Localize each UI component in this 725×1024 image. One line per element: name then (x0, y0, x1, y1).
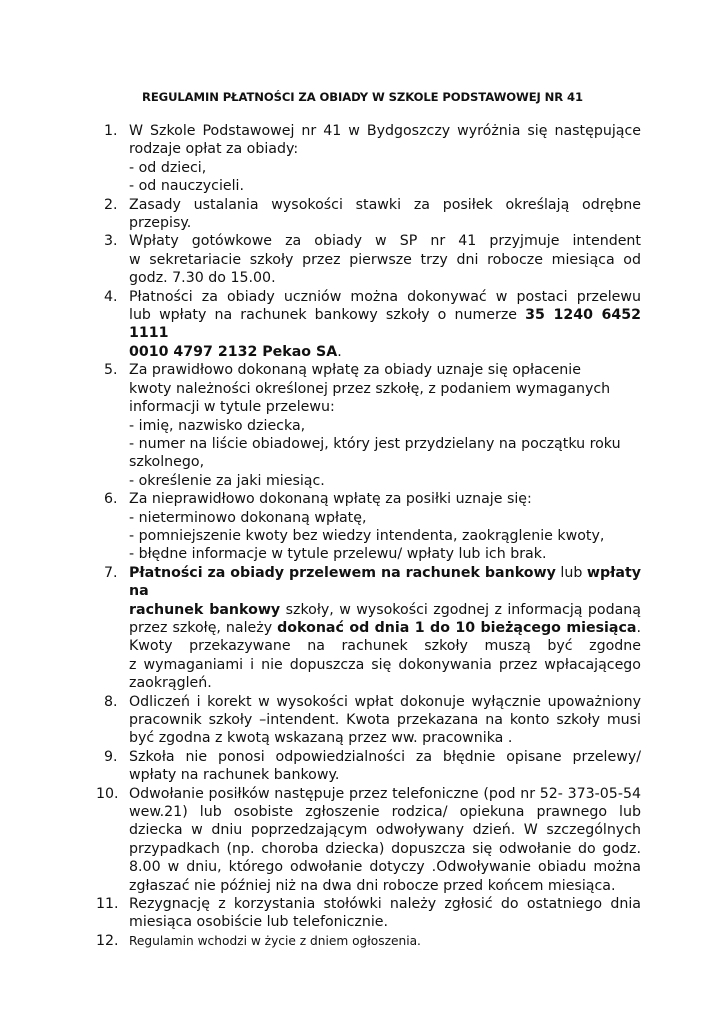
item-line: - imię, nazwisko dziecka, (129, 417, 306, 434)
bold-text: rachunek bankowy (129, 601, 281, 618)
item-number: 8. (104, 693, 118, 710)
item-line: informacji w tytule przelewu: (129, 399, 335, 416)
item-line: wpłaty na rachunek bankowy. (129, 767, 340, 784)
document-title: REGULAMIN PŁATNOŚCI ZA OBIADY W SZKOLE PODSTAWOWEJ NR 41 (142, 90, 583, 104)
item-line: zaokrągleń. (129, 675, 212, 692)
item-line: - pomniejszenie kwoty bez wiedzy intendenta, zaokrąglenie kwoty, (129, 527, 605, 544)
item-number: 5. (104, 362, 118, 379)
item-line: - błędne informacje w tytule przelewu/ wpłaty lub ich brak. (129, 546, 547, 563)
item-line: Za prawidłowo dokonaną wpłatę za obiady uznaje się opłacenie (129, 362, 581, 379)
item-line: W Szkole Podstawowej nr 41 w Bydgoszczy wyróżnia się następujące (129, 123, 641, 139)
item-line: dziecka w dniu poprzedzającym odwoływany dzień. W szczególnych (129, 822, 641, 839)
list-item (96, 361, 641, 490)
item-number: 1. (104, 123, 118, 139)
item-line (129, 306, 641, 343)
item-line: przypadkach (np. choroba dziecka) dopuszcza się odwołanie do godz. (129, 840, 641, 857)
list-item (96, 895, 641, 932)
list-item (96, 490, 641, 564)
item-text: . (636, 619, 641, 636)
item-number: 6. (104, 491, 118, 508)
list-item (96, 785, 641, 895)
bold-text: dokonać od dnia 1 do 10 bieżącego miesiąca (277, 619, 637, 636)
item-line: Odliczeń i korekt w wysokości wpłat dokonuje wyłącznie upoważniony (129, 693, 641, 710)
list-item (96, 564, 641, 693)
item-number: 7. (104, 564, 118, 581)
list-item (96, 748, 641, 785)
item-line: - określenie za jaki miesiąc. (129, 472, 325, 489)
item-line (129, 343, 641, 361)
item-line: zgłaszać nie później niż na dwa dni robocze przed końcem miesiąca. (129, 877, 616, 894)
list-item (96, 932, 641, 950)
item-text: szkoły, w wysokości zgodnej z informacją podaną (280, 601, 641, 618)
item-line: Regulamin wchodzi w życie z dniem ogłoszenia. (129, 933, 421, 948)
item-text: przez szkołę, należy (129, 619, 278, 636)
item-number: 11. (96, 896, 119, 913)
bank-account-part-1: 35 1240 6452 1111 (129, 307, 641, 342)
item-line: Zasady ustalania wysokości stawki za posiłek określają odrębne (129, 196, 641, 213)
item-punctuation: . (337, 343, 342, 360)
item-line: wew.21) lub osobiste zgłoszenie rodzica/ opiekuna prawnego lub (129, 804, 641, 821)
item-number: 4. (104, 288, 118, 305)
list-item (96, 288, 641, 362)
item-line: godz. 7.30 do 15.00. (129, 270, 276, 287)
regulations-list (96, 122, 641, 950)
item-line (129, 619, 641, 637)
item-line: Płatności za obiady uczniów można dokonywać w postaci przelewu (129, 288, 641, 305)
item-line: Wpłaty gotówkowe za obiady w SP nr 41 przyjmuje intendent (129, 233, 641, 250)
bank-account-part-2: 0010 4797 2132 Pekao SA (129, 343, 338, 360)
list-item (96, 693, 641, 748)
item-line: Rezygnację z korzystania stołówki należy zgłosić do ostatniego dnia (129, 896, 641, 913)
item-number: 12. (96, 932, 119, 949)
item-line: kwoty należności określonej przez szkołę, z podaniem wymaganych (129, 380, 611, 397)
item-line: - nieterminowo dokonaną wpłatę, (129, 509, 367, 526)
item-line: 8.00 w dniu, którego odwołanie dotyczy .Odwoływanie obiadu można (129, 859, 641, 876)
item-line (129, 601, 641, 619)
item-line: szkolnego, (129, 454, 205, 471)
item-line: - od dzieci, (129, 159, 207, 176)
item-line (129, 564, 641, 601)
item-line: - od nauczycieli. (129, 178, 245, 195)
item-line: Odwołanie posiłków następuje przez telefoniczne (pod nr 52- 373-05-54 (129, 785, 641, 802)
bold-text: Płatności za obiady przelewem na rachunek bankowy (129, 564, 556, 581)
list-item (96, 196, 641, 233)
item-line: być zgodna z kwotą wskazaną przez ww. pracownika . (129, 730, 513, 747)
item-line: miesiąca osobiście lub telefonicznie. (129, 914, 389, 931)
item-line: Za nieprawidłowo dokonaną wpłatę za posiłki uznaje się: (129, 491, 532, 508)
list-item (96, 232, 641, 287)
bold-text: wpłaty na (129, 564, 641, 600)
item-number: 2. (104, 196, 118, 213)
item-number: 3. (104, 233, 118, 250)
item-line: pracownik szkoły –intendent. Kwota przekazana na konto szkoły musi (129, 712, 641, 728)
item-line-text: lub wpłaty na rachunek bankowy szkoły o numerze (129, 307, 518, 324)
item-line: w sekretariacie szkoły przez pierwsze trzy dni robocze miesiąca od (129, 251, 641, 268)
item-line: rodzaje opłat za obiady: (129, 141, 299, 158)
item-number: 10. (96, 785, 119, 802)
item-number: 9. (104, 748, 118, 765)
item-line: z wymaganiami i nie dopuszcza się dokonywania przez wpłacającego (129, 656, 641, 673)
item-line: przepisy. (129, 215, 192, 232)
list-item (96, 122, 641, 196)
item-line: Kwoty przekazywane na rachunek szkoły muszą być zgodne (129, 638, 641, 655)
item-line: Szkoła nie ponosi odpowiedzialności za błędnie opisane przelewy/ (129, 748, 641, 765)
item-text: lub (555, 564, 587, 581)
item-line: - numer na liście obiadowej, który jest przydzielany na początku roku (129, 435, 621, 452)
